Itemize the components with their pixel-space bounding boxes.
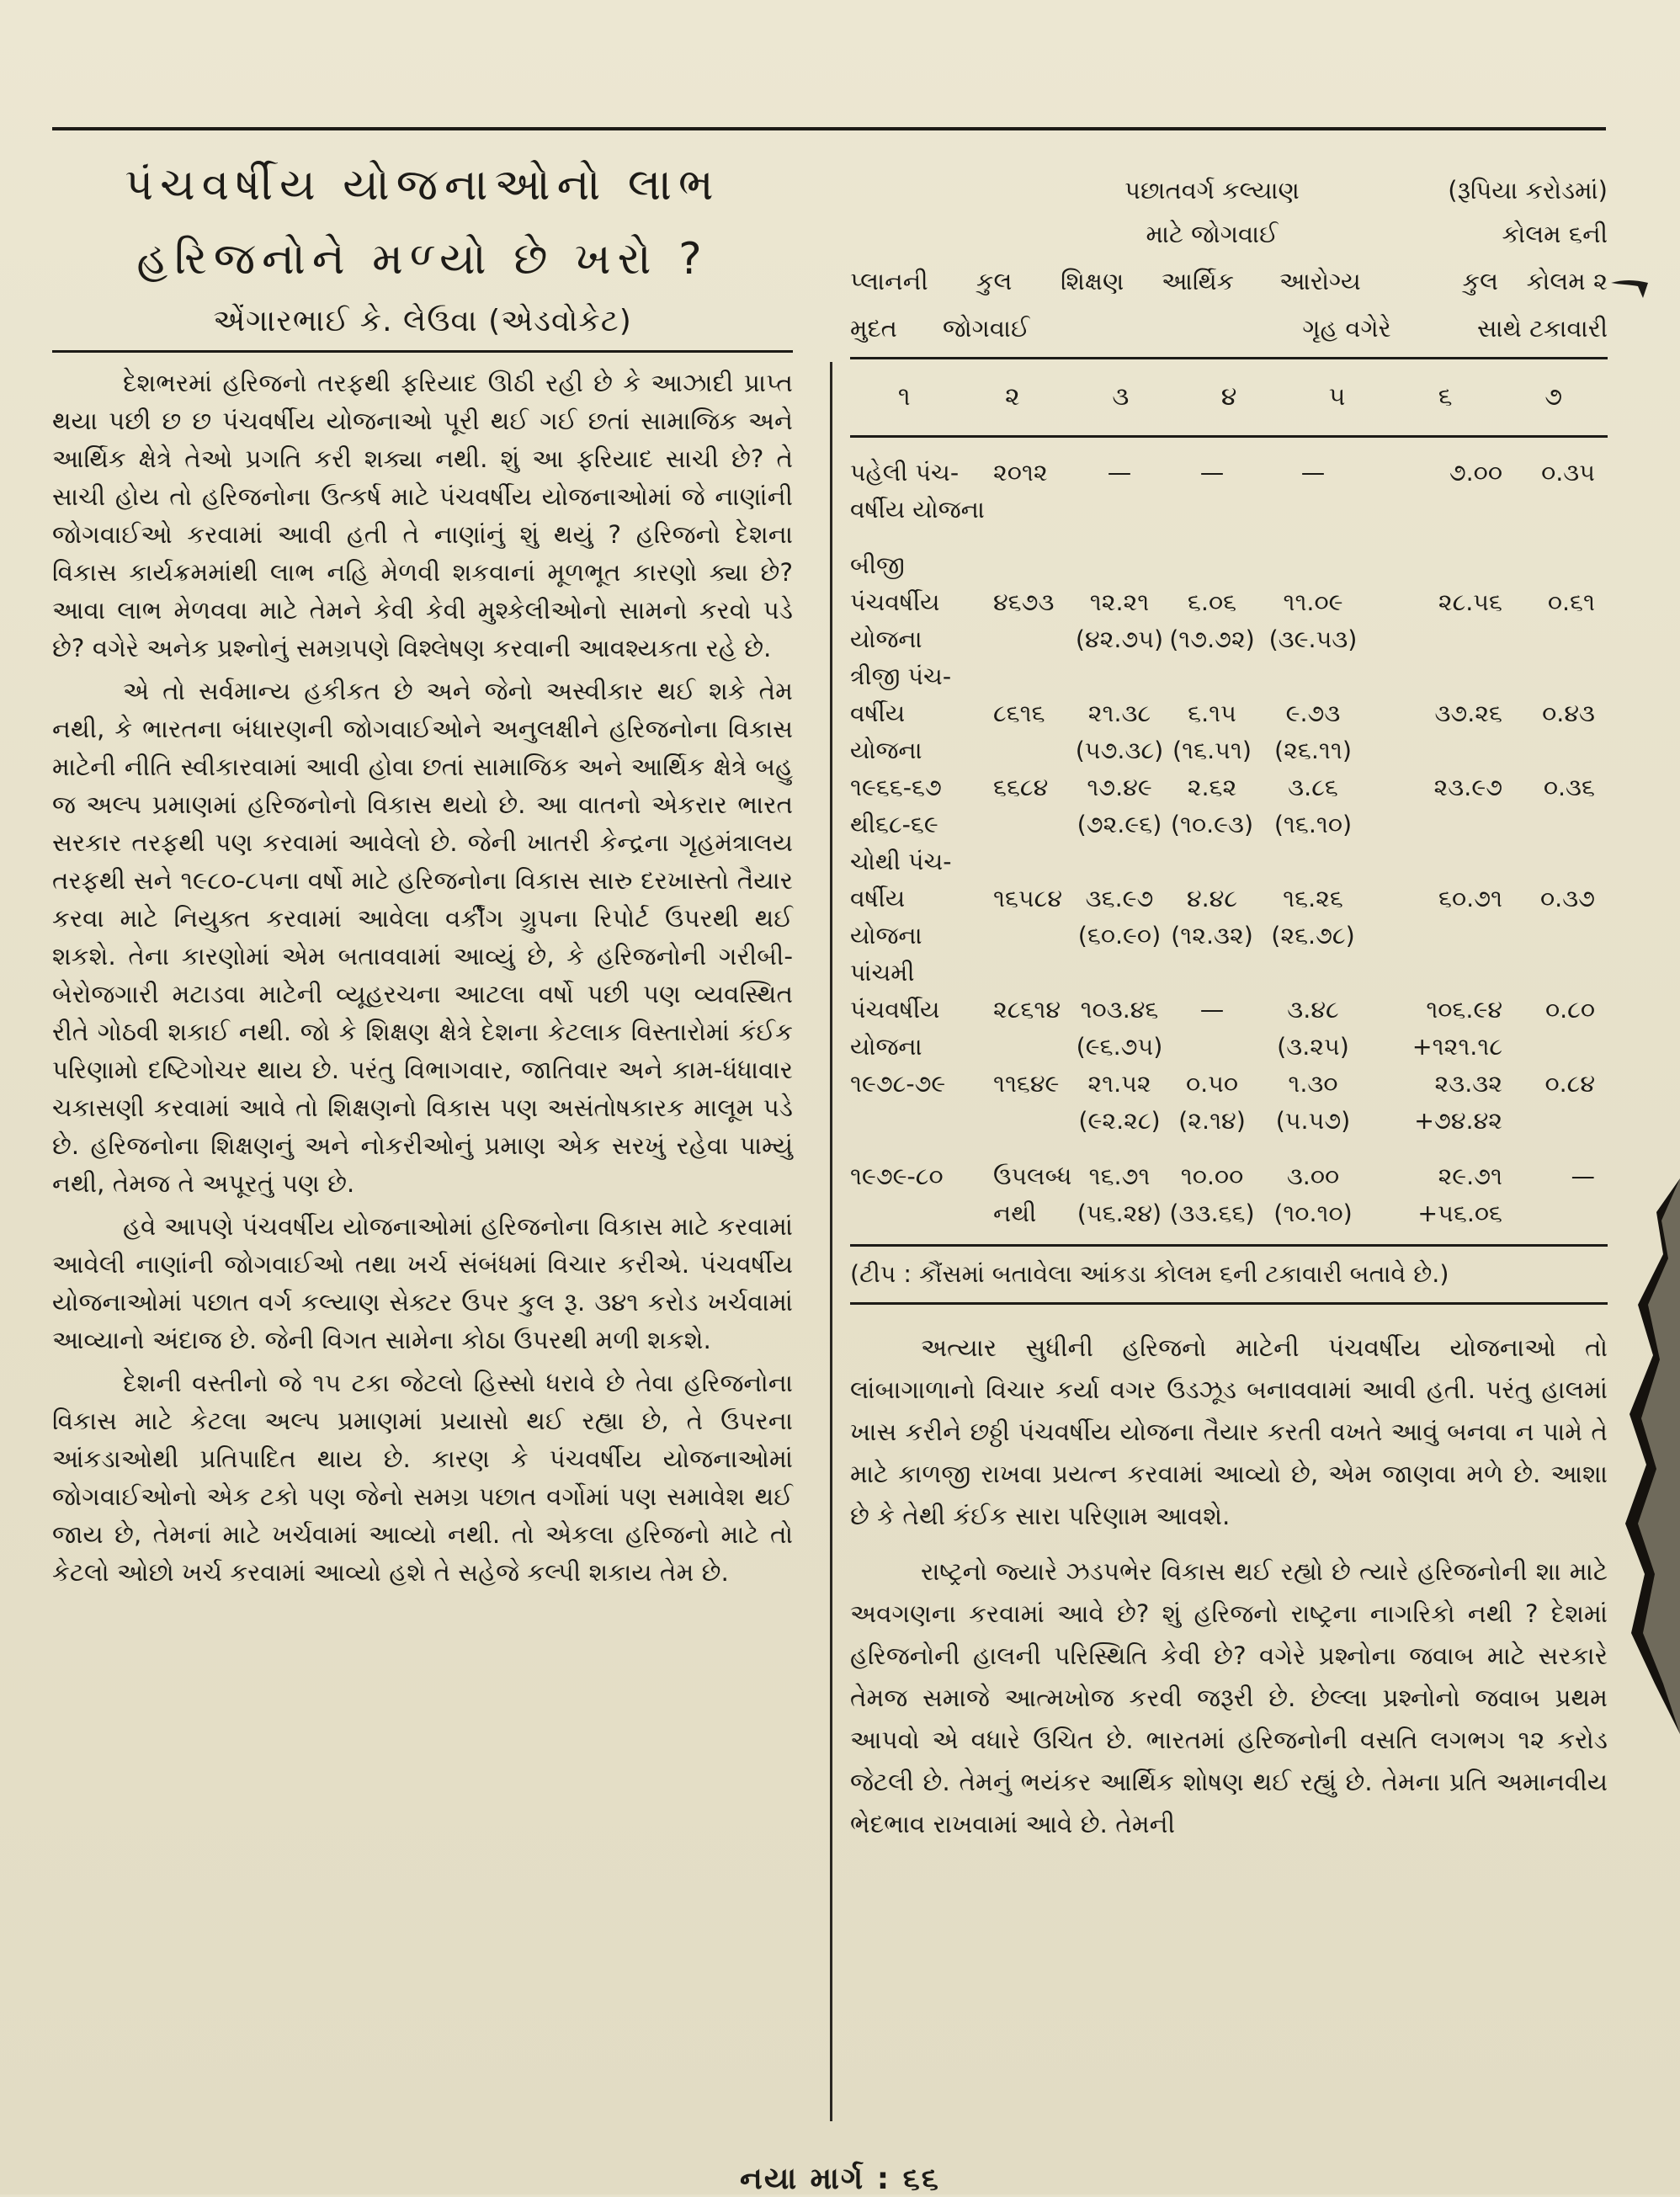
cell-economic: ૪.૪૮ [1186,885,1238,912]
cell-economic: ૬.૦૬ [1187,588,1237,616]
caption-left-1: પછાતવર્ગ કલ્યાણ [1124,176,1300,205]
title-line-2: હરિજનોને મળ્યો છે ખરો ? [136,234,709,285]
pct-extra [1368,621,1502,658]
pct-economic: (૨.૧૪) [1178,1107,1246,1135]
cell-education: — [1107,459,1132,487]
row-label: ૧૯૭૯-૮૦ [850,1162,944,1190]
row-label-cont: વર્ષીય [850,885,906,912]
cell-total: ૬૬૮૪ [993,774,1049,801]
pct-economic: (૧૦.૯૩) [1170,811,1254,838]
pct-extra: +૧૨૧.૧૮ [1412,1033,1502,1061]
column-number: ૪ [1220,382,1237,412]
header-spacer [1069,306,1288,350]
cell-empty [1502,1103,1595,1140]
table-row-pct [850,1103,1608,1140]
cell-total: ૨૦૧૨ [993,459,1048,487]
cell-percent: ૦.૩૫ [1541,459,1595,487]
cell-education: ૧૬.૭૧ [1088,1162,1151,1190]
column-number: ૨ [1005,382,1020,412]
cell-economic: ૦.૫૦ [1185,1070,1239,1098]
paragraph-3: હવે આપણે પંચવર્ષીય યોજનાઓમાં હરિજનોના વિકાસ માટે કરવામાં આવેલી નાણાંની જોગવાઈઓ તથા ખર્ચ સંબંધમાં વિચાર કરીએ. પંચવર્ષીય યોજનાઓમાં પછાત વર્ગ કલ્યાણ સેક્ટર ઉપર કુલ રૂ. ૩૪૧ કરોડ ખર્ચવામાં આવ્યાનો અંદાજ છે. જેની વિગત સામેના કોઠા ઉપરથી મળી શકશે. [52,1212,793,1354]
pct-economic: (૩૩.૬૬) [1169,1200,1255,1227]
cell-health: ૩.૪૮ [1287,996,1339,1024]
table-row [850,695,1608,732]
pct-economic: (૧૭.૭૨) [1169,625,1255,653]
pct-education: (૭૨.૯૬) [1077,811,1162,838]
table-note: (ટીપ : કૌંસમાં બતાવેલા આંકડા કોલમ ૬ની ટકાવારી બતાવે છે.) [850,1260,1449,1288]
header-plan: પ્લાનની [850,267,928,295]
torn-edge-decoration [1579,1178,1680,1734]
row-gap [850,529,1608,547]
table-row [850,992,1608,1029]
top-rule [52,127,1606,130]
row-sub-label: નથી [993,1200,1037,1227]
cell-total: ૧૧૬૪૯ [993,1070,1060,1098]
cell-health: ૩.૮૬ [1288,774,1338,801]
cell-health: ૧.૩૦ [1288,1070,1338,1098]
column-divider [830,362,832,2121]
row-label: બીજી [850,551,905,579]
row-gap [850,1140,1608,1158]
cell-total: ૮૬૧૬ [993,700,1045,727]
cell-health: ૯.૭૩ [1285,700,1341,727]
column-number: ૩ [1112,382,1130,412]
column-number-row [850,357,1608,438]
title-line-1: પંચવર્ષીય યોજનાઓનો લાભ [125,160,720,210]
header-education: શિક્ષણ [1061,267,1124,295]
paragraph-1: દેશભરમાં હરિજનો તરફથી ફરિયાદ ઊઠી રહી છે કે આઝાદી પ્રાપ્ત થયા પછી છ છ પંચવર્ષીય યોજનાઓ પૂરી થઈ ગઈ છતાં સામાજિક અને આર્થિક ક્ષેત્રે તેઓ પ્રગતિ કરી શક્યા નથી. શું આ ફરિયાદ સાચી છે? તે સાચી હોય તો હરિજનોના ઉત્કર્ષ માટે પંચવર્ષીય યોજનાઓમાં જે નાણાંની જોગવાઈઓ કરવામાં આવી હતી તે નાણાંનું શું થયું ? હરિજનો દેશના વિકાસ કાર્યક્રમમાંથી લાભ નહિ મેળવી શકવાનાં મૂળભૂત કારણો ક્યા છે? આવા લાભ મેળવવા માટે તેમને કેવી કેવી મુશ્કેલીઓનો સામનો કરવો પડે છે? વગેરે અનેક પ્રશ્નોનું સમગ્રપણે વિશ્લેષણ કરવાની આવશ્યકતા રહે છે. [52,369,794,662]
pct-extra [1368,918,1502,955]
pct-education: (૫૭.૩૮) [1075,737,1164,764]
cell-empty [850,1103,993,1140]
table-row [850,1066,1608,1103]
cell-percent: ૦.૮૦ [1544,996,1595,1024]
pct-health: (૫.૫૭) [1275,1107,1351,1135]
right-paragraph-2: રાષ્ટ્રનો જ્યારે ઝડપભેર વિકાસ થઈ રહ્યો છે ત્યારે હરિજનોની શા માટે અવગણના કરવામાં આવે છે? શું હરિજનો રાષ્ટ્રના નાગરિકો નથી ? દેશમાં હરિજનોની હાલની પરિસ્થિતિ કેવી છે? વગેરે પ્રશ્નોના જવાબ માટે સરકારે તેમજ સમાજે આત્મખોજ કરવી જરૂરી છે. છેલ્લા પ્રશ્નોનો જવાબ પ્રથમ આપવો એ વધારે ઉચિત છે. ભારતમાં હરિજનોની વસતિ લગભગ ૧૨ કરોડ જેટલી છે. તેમનું ભયંકર આર્થિક શોષણ થઈ રહ્યું છે. તેમના પ્રતિ અમાનવીય ભેદભાવ રાખવામાં આવે છે. તેમની [850,1557,1608,1838]
cell-health: ૧૬.૨૬ [1283,885,1343,912]
cell-percent: ૦.૩૬ [1543,774,1595,801]
pct-education: (૯૨.૨૮) [1078,1107,1161,1135]
article-right-column [850,168,1608,1859]
cell-total: ૧૬૫૮૪ [993,885,1062,912]
table-row-pct [850,806,1608,843]
pct-extra [1368,806,1502,843]
cell-economic: — [1199,996,1225,1024]
cell-economic: ૧૦.૦૦ [1180,1162,1244,1190]
caption-right-1: (રૂપિયા કરોડમાં) [1448,176,1608,205]
cell-education: ૧૦૩.૪૬ [1080,996,1159,1024]
row-label-cont: યોજના [850,922,922,950]
pen-mark-decoration [1609,271,1651,305]
table-row [850,584,1608,621]
cell-empty [1502,806,1595,843]
table-row [850,769,1608,806]
row-label-cont: યોજના [850,625,922,653]
cell-empty [1502,1029,1595,1066]
cell-empty [993,918,1073,955]
cell-sum: ૨૯.૭૧ [1438,1162,1502,1190]
table-row-pct [850,1029,1608,1066]
table-row [850,880,1608,918]
cell-education: ૧૨.૨૧ [1089,588,1150,616]
cell-total: ઉપલબ્ધ [993,1162,1072,1190]
page-footer: નયા માર્ગ : ૬૬ [740,2162,940,2196]
plan-table-body [850,455,1608,1232]
cell-empty [1502,732,1595,769]
author-byline: એંગારભાઈ કે. લેઉવા (એડવોકેટ) [213,304,632,338]
cell-health: ૧૧.૦૯ [1283,588,1343,616]
cell-percent: ૦.૪૩ [1542,700,1595,727]
cell-education: ૨૧.૩૮ [1087,700,1151,727]
paragraph-4: દેશની વસ્તીનો જે ૧૫ ટકા જેટલો હિસ્સો ધરાવે છે તેવા હરિજનોના વિકાસ માટે કેટલા અલ્પ પ્રમાણમાં પ્રયાસો થઈ રહ્યા છે, તે ઉપરના આંકડાઓથી પ્રતિપાદિત થાય છે. કારણ કે પંચવર્ષીય યોજનાઓમાં જોગવાઈઓનો એક ટકો પણ જેનો સમગ્ર પછાત વર્ગોમાં પણ સમાવેશ થઈ જાય છે, તેમનાં માટે ખર્ચવામાં આવ્યો નથી. તો એકલા હરિજનો માટે તો કેટલો ઓછો ખર્ચ કરવામાં આવ્યો હશે તે સહેજે કલ્પી શકાય તેમ છે. [52,1369,793,1587]
table-row [850,1158,1608,1195]
cell-sum: ૨૩.૯૭ [1433,774,1502,801]
column-number: ૭ [1544,382,1563,412]
row-label: ચોથી પંચ- [850,848,952,875]
row-label-cont: વર્ષીય યોજના [850,496,985,524]
article-left-column [52,148,793,1597]
cell-empty [850,1195,993,1232]
header-col2: કોલમ ૨ [1526,267,1608,295]
column-number: ૫ [1328,382,1346,412]
cell-empty [993,621,1073,658]
cell-education: ૧૭.૪૯ [1087,774,1152,801]
row-label: ૧૯૭૮-૭૯ [850,1070,946,1098]
pct-health: (૨૬.૧૧) [1274,737,1352,764]
row-label-cont: વર્ષીય [850,700,906,727]
row-label-cont: યોજના [850,1033,922,1061]
row-label: પાંચમી [850,959,915,987]
pct-education: (૪૨.૭૫) [1075,625,1164,653]
caption-left-2: માટે જોગવાઈ [1146,220,1279,248]
pct-health: (૩.૨૫) [1277,1033,1349,1061]
row-label: પહેલી પંચ- [850,459,960,487]
column-number: ૬ [1438,382,1453,412]
pct-economic: (૧૨.૩૨) [1171,922,1253,950]
pct-health: (૨૬.૭૮) [1271,922,1355,950]
cell-total: ૪૬૭૩ [993,588,1055,616]
cell-empty [993,1029,1073,1066]
pct-health: (૧૦.૧૦) [1273,1200,1353,1227]
table-row-pct [850,732,1608,769]
note-rule [850,1302,1608,1305]
header-provision: જોગવાઈ [943,314,1030,343]
pct-health: (૧૬.૧૦) [1273,811,1353,838]
pct-education: (૫૬.૨૪) [1077,1200,1162,1227]
pct-economic: (૧૬.૫૧) [1172,737,1252,764]
row-label-cont: થી૬૮-૬૯ [850,811,938,838]
table-caption [850,168,1608,256]
row-label-cont: યોજના [850,737,922,764]
pct-extra: +૫૬.૦૬ [1417,1200,1502,1227]
cell-sum: ૭.૦૦ [1449,459,1502,487]
row-label: ત્રીજી પંચ- [850,662,952,690]
cell-economic: ૬.૧૫ [1188,700,1236,727]
cell-percent: — [1571,1162,1595,1190]
table-row-pct [850,918,1608,955]
cell-percent: ૦.૬૧ [1547,588,1595,616]
table-row [850,455,1608,492]
header-housing: ગૃહ વગેરે [1302,314,1391,343]
pct-extra [1368,732,1502,769]
cell-health: — [1300,459,1326,487]
cell-economic: ૨.૬૨ [1187,774,1237,801]
header-economic: આર્થિક [1162,267,1235,295]
cell-empty [1502,621,1595,658]
pct-education: (૬૦.૯૦) [1077,922,1162,950]
cell-education: ૩૬.૯૭ [1085,885,1154,912]
cell-health: ૩.૦૦ [1286,1162,1340,1190]
table-row-pct [850,1195,1608,1232]
table-row-pct [850,621,1608,658]
pct-health: (૩૯.૫૩) [1268,625,1358,653]
table-header-line-2 [850,306,1608,350]
paragraph-2: એ તો સર્વમાન્ય હકીકત છે અને જેનો અસ્વીકાર થઈ શકે તેમ નથી, કે ભારતના બંધારણની જોગવાઈઓને અનુલક્ષીને હરિજનોના વિકાસ માટેની નીતિ સ્વીકારવામાં આવી હોવા છતાં સામાજિક અને આર્થિક ક્ષેત્રે બહુ જ અલ્પ પ્રમાણમાં હરિજનોનો વિકાસ થયો છે. આ વાતનો એકરાર ભારત સરકાર તરફથી પણ કરવામાં આવેલો છે. જેની ખાતરી કેન્દ્રના ગૃહમંત્રાલય તરફથી સને ૧૯૮૦-૮૫ના વર્ષો માટે હરિજનોના વિકાસ સારુ દરખાસ્તો તૈયાર કરવા માટે નિયુક્ત કરવામાં આવેલા વર્કીંગ ગ્રુપના રિપોર્ટ ઉપરથી થઈ શકશે. તેના કારણોમાં એમ બતાવવામાં આવ્યું છે, કે હરિજનોની ગરીબી-બેરોજગારી મટાડવા માટેની વ્યૂહરચના આટલા વર્ષો પછી પણ વ્યવસ્થિત રીતે ગોઠવી શકાઈ નથી. જો કે શિક્ષણ ક્ષેત્રે દેશના કેટલાક વિસ્તારોમાં કંઈક પરિણામો દષ્ટિગોચર થાય છે. પરંતુ વિભાગવાર, જાતિવાર અને કામ-ધંધાવાર ચકાસણી કરવામાં આવે તો શિક્ષણનો વિકાસ પણ અસંતોષકારક માલૂમ પડે છે. હરિજનોના શિક્ષણનું અને નોકરીઓનું પ્રમાણ એક સરખું રહેવા પામ્યું નથી, તેમજ તે અપૂરતું પણ છે. [52,677,793,1198]
header-percent: સાથે ટકાવારી [1477,314,1608,343]
article-title [52,148,793,343]
cell-empty [993,732,1073,769]
cell-sum: ૨૮.૫૬ [1438,588,1502,616]
cell-percent: ૦.૮૪ [1544,1070,1595,1098]
row-label: ૧૯૬૬-૬૭ [850,774,942,801]
cell-percent: ૦.૩૭ [1539,885,1595,912]
author-rule [52,350,793,353]
column-number: ૧ [897,382,911,412]
cell-sum: ૬૦.૭૧ [1438,885,1502,912]
row-label-cont: પંચવર્ષીય [850,588,940,616]
table-header-line-1 [850,259,1608,303]
pct-extra: +૭૪.૪૨ [1414,1107,1502,1135]
cell-sum: ૨૩.૩૨ [1434,1070,1502,1098]
header-sum: કુલ [1462,267,1498,295]
caption-right-2: કોલમ ૬ની [1502,220,1608,248]
cell-education: ૨૧.૫૨ [1087,1070,1151,1098]
row-label-cont: પંચવર્ષીય [850,996,940,1024]
right-paragraph-1: અત્યાર સુધીની હરિજનો માટેની પંચવર્ષીય યોજનાઓ તો લાંબાગાળાનો વિચાર કર્યા વગર ઉડઝૂડ બનાવવામાં આવી હતી. પરંતુ હાલમાં ખાસ કરીને છઠ્ઠી પંચવર્ષીય યોજના તૈયાર કરતી વખતે આવું બનવા ન પામે તે માટે કાળજી રાખવા પ્રયત્ન કરવામાં આવ્યો છે, એમ જાણવા મળે છે. આશા છે કે તેથી કંઈક સારા પરિણામ આવશે. [850,1333,1608,1530]
header-total: કુલ [976,267,1013,295]
header-health: આરોગ્ય [1279,267,1361,295]
cell-sum: ૧૦૬.૯૪ [1426,996,1502,1024]
pct-economic [1166,1029,1258,1066]
pct-education: (૯૬.૭૫) [1076,1033,1163,1061]
cell-empty [993,1103,1073,1140]
cell-empty [1502,918,1595,955]
cell-empty [993,806,1073,843]
header-duration: મુદત [850,314,897,343]
cell-total: ૨૮૬૧૪ [993,996,1061,1024]
cell-economic: — [1199,459,1225,487]
cell-sum: ૩૭.૨૬ [1434,700,1502,727]
